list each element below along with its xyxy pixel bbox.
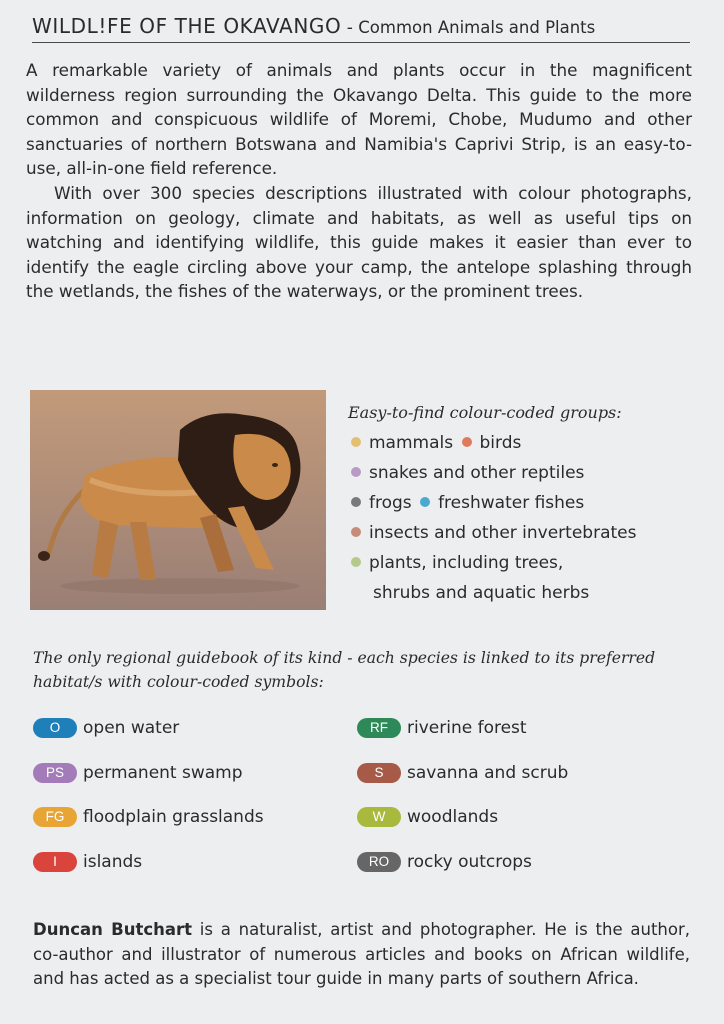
group-row-3 — [348, 488, 708, 518]
habitat-label: savanna and scrub — [407, 763, 569, 783]
habitat-code-badge: RO — [357, 852, 401, 872]
colour-groups-title: Easy-to-find colour-coded groups: — [348, 403, 622, 422]
habitat-intro: The only regional guidebook of its kind - each species is linked to its preferred habitat/s with colour-coded symbols: — [33, 649, 656, 691]
group-reptiles: snakes and other reptiles — [369, 463, 585, 483]
group-birds: birds — [479, 433, 522, 453]
habitat-label: rocky outcrops — [407, 852, 532, 872]
intro-paragraph-1: A remarkable variety of animals and plants occur in the magnificent wilderness region surrounding the Okavango Delta. This guide to the more common and conspicuous wildlife of Moremi, Chobe, Mudumo and other sanctuaries of northern Botswana and Namibia's Caprivi Strip, is an easy-to-use, all-in-one field reference. — [26, 60, 692, 179]
birds-dot-icon — [462, 437, 472, 447]
group-row-4 — [348, 518, 708, 548]
author-bio — [33, 918, 690, 992]
colour-groups — [348, 398, 708, 608]
habitat-label: open water — [83, 718, 180, 738]
plants-dot-icon — [351, 557, 361, 567]
habitat-open-water — [33, 718, 179, 738]
habitat-label: permanent swamp — [83, 763, 243, 783]
header — [32, 14, 690, 43]
intro-paragraph-2: With over 300 species descriptions illustrated with colour photographs, information on geology, climate and habitats, as well as useful tips on watching and identifying wildlife, this guide makes it easier than ever to identify the eagle circling above your camp, the antelope splashing through the wetlands, the fishes of the waterways, or the prominent trees. — [26, 182, 692, 302]
habitat-savanna-scrub — [357, 763, 568, 783]
insects-dot-icon — [351, 527, 361, 537]
group-plants-line-2: shrubs and aquatic herbs — [373, 583, 590, 603]
mammals-dot-icon — [351, 437, 361, 447]
group-frogs: frogs — [369, 493, 412, 513]
habitat-code-badge: O — [33, 718, 77, 738]
book-subtitle: Common Animals and Plants — [358, 18, 596, 37]
author-bio-text: is a naturalist, artist and photographer. He is the author, co-author and illustrator of numerous articles and books on African wildlife, and has acted as a specialist tour guide in many parts of southern Africa. — [33, 920, 690, 989]
book-title: WILDL!FE OF THE OKAVANGO — [32, 14, 342, 38]
group-plants-line-1: plants, including trees, — [369, 553, 564, 573]
lion-photo — [30, 390, 326, 610]
habitat-label: woodlands — [407, 807, 499, 827]
habitat-woodlands — [357, 807, 498, 827]
habitat-label: islands — [83, 852, 143, 872]
habitat-label: riverine forest — [407, 718, 527, 738]
group-fishes: freshwater fishes — [438, 493, 585, 513]
group-mammals: mammals — [369, 433, 454, 453]
frogs-dot-icon — [351, 497, 361, 507]
habitat-code-badge: FG — [33, 807, 77, 827]
title-separator: - — [341, 18, 359, 38]
intro-text — [26, 58, 692, 304]
habitat-code-badge: W — [357, 807, 401, 827]
habitat-label: floodplain grasslands — [83, 807, 264, 827]
habitat-code-badge: S — [357, 763, 401, 783]
habitat-code-badge: I — [33, 852, 77, 872]
habitat-riverine-forest — [357, 718, 527, 738]
habitat-code-badge: RF — [357, 718, 401, 738]
lion-illustration — [30, 390, 326, 610]
author-name: Duncan Butchart — [33, 920, 193, 939]
habitat-floodplain-grasslands — [33, 807, 264, 827]
habitat-code-badge: PS — [33, 763, 77, 783]
habitat-rocky-outcrops — [357, 852, 532, 872]
group-row-5 — [348, 548, 708, 578]
reptiles-dot-icon — [351, 467, 361, 477]
habitat-permanent-swamp — [33, 763, 243, 783]
fishes-dot-icon — [420, 497, 430, 507]
group-row-1 — [348, 428, 708, 458]
group-row-2 — [348, 458, 708, 488]
group-insects: insects and other invertebrates — [369, 523, 637, 543]
group-row-6 — [348, 578, 708, 608]
habitat-islands — [33, 852, 142, 872]
